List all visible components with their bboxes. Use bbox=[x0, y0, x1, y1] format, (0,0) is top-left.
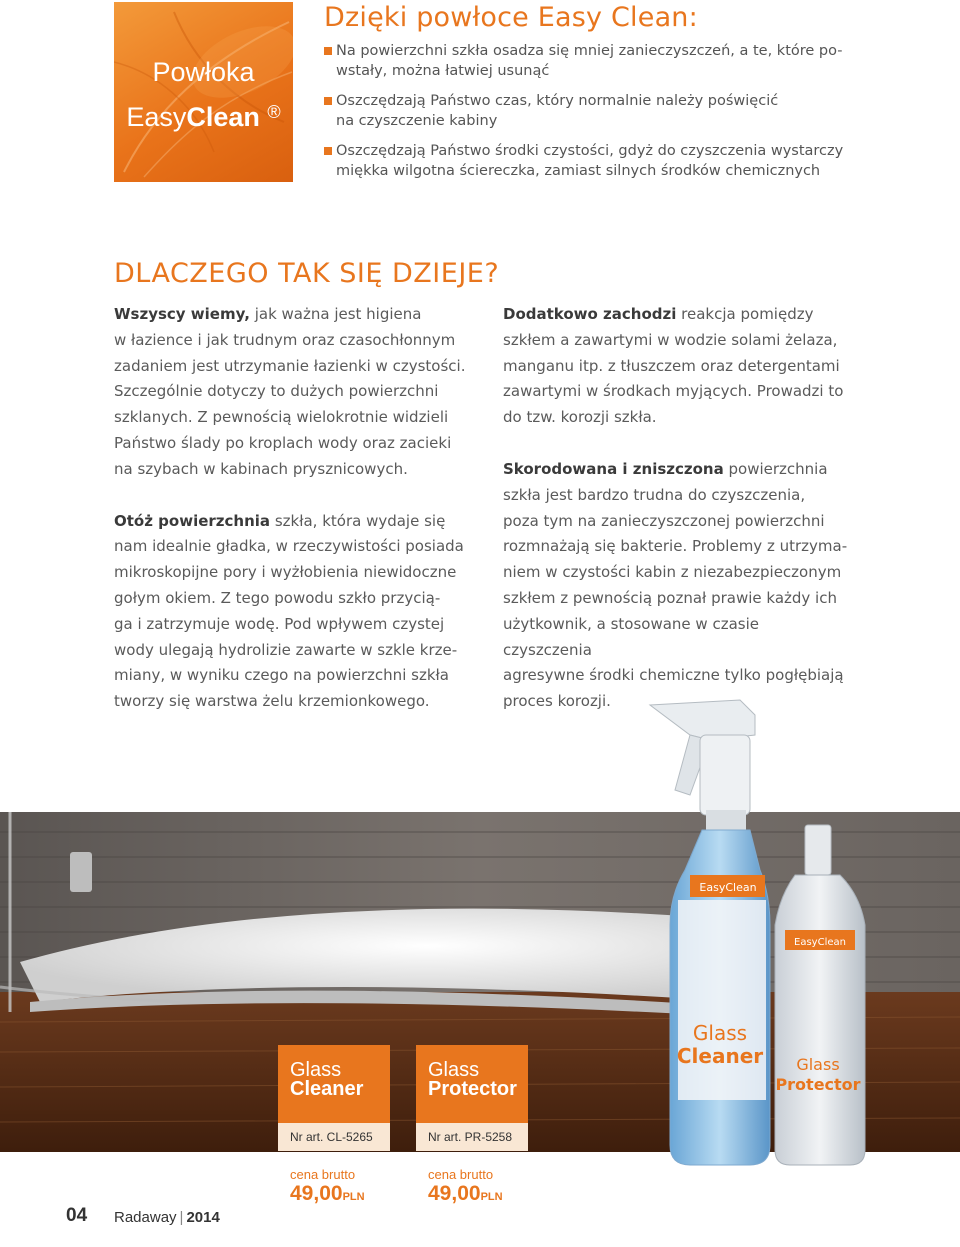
benefit-line: wstały, można łatwiej usunąć bbox=[336, 63, 550, 79]
text-line: proces korozji. bbox=[503, 692, 611, 711]
text-line: ga i zatrzymuje wodę. Pod wpływem czystej bbox=[114, 614, 445, 633]
text-line: agresywne środki chemiczne tylko pogłębiają bbox=[503, 666, 844, 685]
product-name-line1: Glass bbox=[428, 1059, 480, 1081]
text-line: zadaniem jest utrzymanie łazienki w czystości. bbox=[114, 356, 466, 375]
benefit-item bbox=[324, 141, 844, 181]
product-bottles bbox=[630, 695, 890, 1170]
product-article-number: Nr art. CL-5265 bbox=[278, 1123, 390, 1151]
benefit-item bbox=[324, 41, 844, 81]
text-line: użytkownik, a stosowane w czasie czyszczenia bbox=[503, 614, 759, 659]
price-label: cena brutto bbox=[428, 1167, 494, 1182]
product-card-glass-cleaner bbox=[278, 1045, 390, 1209]
text-line: wody ulegają hydrolizie zawarte w szkle krze- bbox=[114, 640, 458, 659]
logo-line2 bbox=[114, 92, 293, 137]
magazine-name: Radaway bbox=[114, 1209, 177, 1226]
product-name-line2: Cleaner bbox=[290, 1078, 364, 1100]
product-name-line1: Glass bbox=[290, 1059, 342, 1081]
bottle2-name-b: Protector bbox=[775, 1075, 861, 1094]
benefit-line: Na powierzchni szkła osadza się mniej zanieczyszczeń, a te, które po- bbox=[336, 43, 843, 59]
logo-easy: Easy bbox=[126, 102, 187, 132]
text-line: powierzchnia bbox=[728, 459, 828, 478]
text-line: rozmnażają się bakterie. Problemy z utrzyma- bbox=[503, 537, 848, 556]
benefit-line: na czyszczenie kabiny bbox=[336, 113, 498, 129]
text-line: do tzw. korozji szkła. bbox=[503, 408, 657, 427]
registered-mark: ® bbox=[267, 102, 281, 122]
paragraph-lead: Otóż powierzchnia bbox=[114, 511, 271, 530]
text-line: reakcja pomiędzy bbox=[681, 305, 814, 323]
benefit-line: Oszczędzają Państwo czas, który normalnie należy poświęcić bbox=[336, 93, 779, 109]
magazine-year: 2014 bbox=[186, 1209, 220, 1226]
text-line: niem w czystości kabin z niezabezpieczonym bbox=[503, 563, 842, 582]
easyclean-logo-box bbox=[114, 2, 293, 182]
benefits-title: Dzięki powłoce Easy Clean: bbox=[324, 2, 698, 33]
benefit-line: Oszczędzają Państwo środki czystości, gdyż do czyszczenia wystarczy bbox=[336, 143, 844, 159]
left-paragraph-1 bbox=[114, 302, 474, 483]
section-heading: DLACZEGO TAK SIĘ DZIEJE? bbox=[114, 258, 500, 289]
price-label: cena brutto bbox=[290, 1167, 356, 1182]
text-line: manganu itp. z tłuszczem oraz detergentami bbox=[503, 356, 840, 375]
price-value: 49,00 bbox=[290, 1182, 343, 1205]
page-number: 04 bbox=[66, 1205, 88, 1226]
text-line: nam idealnie gładka, w rzeczywistości posiada bbox=[114, 537, 464, 556]
text-line: jak ważna jest higiena bbox=[254, 305, 422, 323]
right-paragraph-1 bbox=[503, 302, 848, 431]
product-price bbox=[416, 1182, 528, 1209]
bottle2-brand: EasyClean bbox=[794, 937, 846, 948]
right-column bbox=[503, 302, 848, 741]
text-line: szkłem a zawartymi w wodzie solami żelaza, bbox=[503, 330, 838, 349]
product-card-glass-protector bbox=[416, 1045, 528, 1209]
text-line: Szczególnie dotyczy to dużych powierzchni bbox=[114, 382, 439, 401]
text-line: w łazience i jak trudnym oraz czasochłonnym bbox=[114, 330, 456, 349]
left-paragraph-2 bbox=[114, 509, 474, 715]
right-paragraph-2 bbox=[503, 457, 848, 715]
benefit-item bbox=[324, 91, 844, 131]
benefit-line: miękka wilgotna ściereczka, zamiast silnych środków chemicznych bbox=[336, 163, 821, 179]
logo-line1: Powłoka bbox=[152, 57, 255, 87]
price-value: 49,00 bbox=[428, 1182, 481, 1205]
price-currency: PLN bbox=[342, 1191, 365, 1203]
text-line: szklanych. Z pewnością wielokrotnie widzieli bbox=[114, 408, 449, 427]
text-line: na szybach w kabinach prysznicowych. bbox=[114, 459, 408, 478]
logo-text bbox=[114, 52, 293, 137]
text-line: szkła jest bardzo trudna do czyszczenia, bbox=[503, 485, 806, 504]
text-line: szkła, która wydaje się bbox=[274, 511, 446, 530]
left-column bbox=[114, 302, 474, 741]
product-article-number: Nr art. PR-5258 bbox=[416, 1123, 528, 1151]
product-badge bbox=[278, 1045, 390, 1123]
footer-separator: | bbox=[179, 1209, 184, 1226]
footer-magazine bbox=[114, 1209, 220, 1226]
bottle2-name-a: Glass bbox=[796, 1055, 840, 1074]
bottle1-name-a: Glass bbox=[692, 1021, 748, 1045]
text-line: tworzy się warstwa żelu krzemionkowego. bbox=[114, 692, 430, 711]
paragraph-lead: Skorodowana i zniszczona bbox=[503, 459, 724, 478]
paragraph-lead: Wszyscy wiemy, bbox=[114, 305, 250, 323]
bottle1-brand: EasyClean bbox=[699, 881, 757, 894]
paragraph-lead: Dodatkowo zachodzi bbox=[503, 305, 677, 323]
text-line: szkłem z pewnością poznał prawie każdy ich bbox=[503, 588, 837, 607]
price-currency: PLN bbox=[480, 1191, 503, 1203]
text-line: Państwo ślady po kroplach wody oraz zacieki bbox=[114, 433, 452, 452]
product-badge bbox=[416, 1045, 528, 1123]
logo-clean: Clean bbox=[186, 102, 260, 132]
text-line: gołym okiem. Z tego powodu szkło przycią- bbox=[114, 588, 441, 607]
text-line: zawartymi w środkach myjących. Prowadzi to bbox=[503, 382, 844, 401]
text-line: mikroskopijne pory i wyżłobienia niewidoczne bbox=[114, 563, 457, 582]
bottle1-name-b: Cleaner bbox=[676, 1044, 764, 1068]
product-price bbox=[278, 1182, 390, 1209]
text-line: miany, w wyniku czego na powierzchni szkła bbox=[114, 666, 449, 685]
text-line: poza tym na zanieczyszczonej powierzchni bbox=[503, 511, 825, 530]
benefits-list bbox=[324, 41, 844, 191]
spray-bottles-image bbox=[630, 695, 890, 1170]
product-name-line2: Protector bbox=[428, 1078, 517, 1100]
